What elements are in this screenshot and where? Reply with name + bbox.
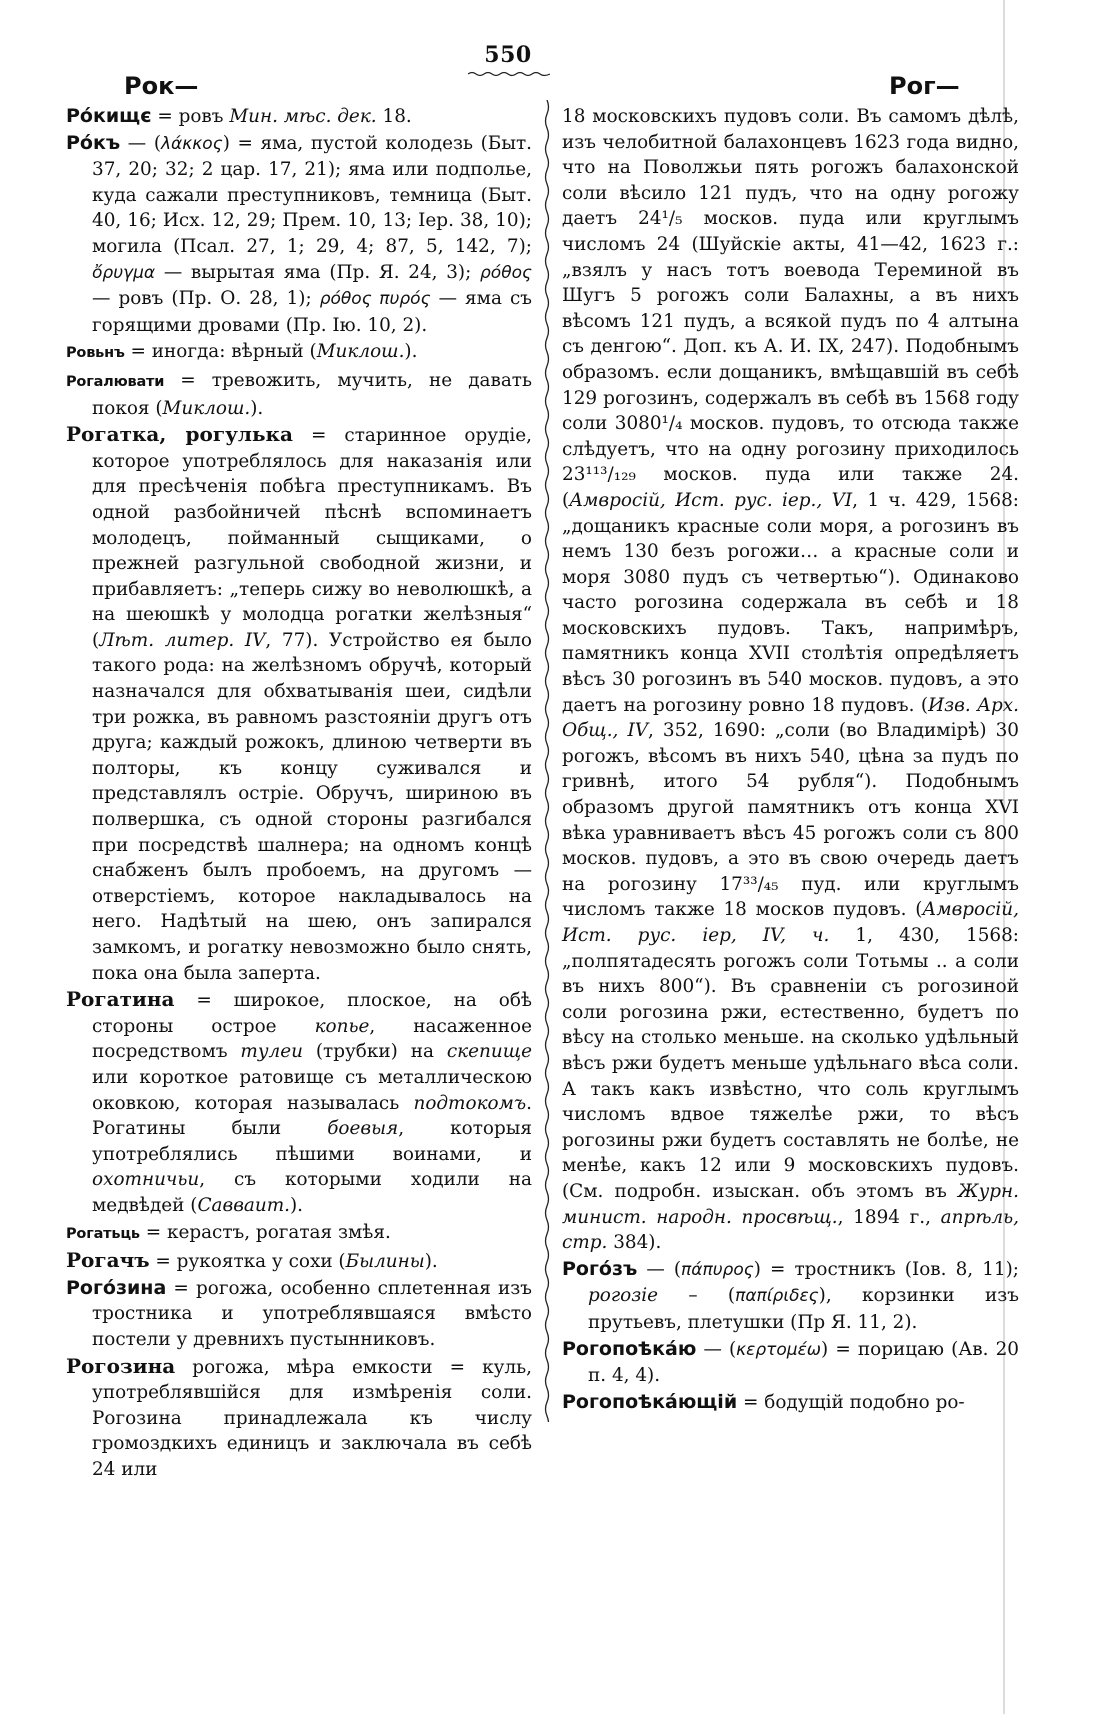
entry-text: ). [424,1251,438,1273]
italic-reference: подтокомъ [413,1092,527,1114]
greek-term: ρόθος πυρός [319,289,431,310]
dictionary-entry [66,1248,532,1275]
entry-text: ), корзинки изъ прутьевъ, плетушки (Пр Я. 11, 2). [588,1285,1019,1333]
italic-reference: Лѣт. литер. IV [99,629,266,651]
entry-text: ). [250,397,264,419]
right-column [562,104,1019,1416]
entry-text: , 1894 г., [837,1206,941,1228]
greek-term: ὄρυγμα [92,262,156,283]
italic-reference: тулеи [240,1041,303,1063]
entry-text: — ( [120,132,161,154]
dictionary-entry [66,368,532,421]
running-head-right: Рог— [889,72,960,100]
dictionary-entry [66,1354,532,1483]
entry-text: (трубки) на [302,1041,447,1063]
italic-reference: боевыя [327,1118,399,1140]
entry-text: или короткое ратовище съ металлическою оковкою, которая называлась [92,1066,532,1114]
entry-text: — вырытая яма (Пр. Я. 24, 3); [155,261,481,283]
italic-reference: Амвросій, Ист. рус. іер., VI [569,489,853,511]
dictionary-entry [562,1337,1019,1389]
italic-reference: скепище [446,1041,532,1063]
page-number: 550 [484,42,532,68]
running-head-left: Рок— [124,72,199,100]
entry-headword: Рого́зъ [562,1257,638,1280]
greek-term: πάπυρος [681,1259,754,1280]
page-number-ornament-rule [468,70,550,78]
entry-headword: Ровьнъ [66,345,125,362]
greek-term: λάκκος [161,133,223,154]
dictionary-entry [66,422,532,986]
entry-text: ) = тростникъ (Іов. 8, 11); [753,1258,1019,1280]
italic-reference: Саввaит. [197,1194,290,1216]
greek-term: κερτομέω [736,1339,822,1360]
entry-headword: Рогопоѣка́ющій [562,1390,738,1413]
entry-text: = широкое, плоское, на обѣ стороны острое [92,990,532,1037]
entry-text: = иногда: вѣрный ( [124,341,317,363]
entry-headword: Рогалювати [66,373,165,390]
entry-text: ). [290,1194,304,1216]
italic-reference: апрѣль, стр. [562,1206,1020,1254]
greek-term: παπίριδες [735,1286,819,1307]
entry-text: рогожа, мѣра емкости = куль, употреблявшійся для измѣренія соли. Рогозина принадлежала къ числу громоздкихъ единицъ и заключала въ себѣ 24 или [92,1356,532,1480]
dictionary-entry [66,339,532,367]
italic-reference: охотничьи [92,1169,200,1191]
entry-text: , съ которыми ходили на медвѣдей ( [92,1169,532,1216]
entry-headword: Рогачъ [66,1248,150,1273]
entry-text: = старинное орудіе, которое употреблялось для наказанія или для пресѣченія побѣга преступникамъ. Въ одной разбойничей пѣснѣ вспоминаетъ молодецъ, пойманный сыщиками, о прежней разгульной свободной жизни, и прибавляетъ: „теперь сижу во неволюшкѣ, а на шеюшкѣ у молодца рогатки желѣзныя“ ( [92,425,532,651]
entry-headword: Рогатина [66,987,175,1012]
entry-text: , 1 ч. 429, 1568: „дощаникъ красные соли моря, а рогозинъ въ немъ 130 безъ рогожи… а красные соли и моря 3080 пудъ съ четвертью“). Одинаково часто рогозина содержала въ себѣ и 18 московскихъ пудовъ. Такъ, напримѣръ, памятникъ конца XVII столѣтія опредѣляетъ вѣсъ 30 рогозинъ въ 540 москов. пудовъ, а это даетъ на рогозину ровно 18 пудовъ. ( [562,489,1019,716]
entry-headword: Рогопоѣка́ю [562,1337,697,1360]
entry-text: , которыя употреблялись пѣшими воинами, и [92,1118,532,1165]
entry-text: ) = порицаю (Ав. 20 п. 4, 4). [588,1338,1019,1387]
entry-text: — яма съ горящими дровами (Пр. Ію. 10, 2). [92,288,532,336]
entry-text: . Рогатины были [92,1092,532,1140]
italic-reference: Былины [345,1251,425,1273]
entry-headword: Рогатьць [66,1225,140,1242]
entry-text: = бодущій подобно ро- [737,1391,965,1413]
entry-text: — ( [637,1258,682,1280]
italic-reference: рогозіе [588,1285,659,1307]
entry-text: 1, 430, 1568: „полпятадесять рогожъ соли Тотьмы .. а соли въ нихъ 800“). Въ сравненіи съ рогозиной соли рогозина ржи, естественно, будетъ по вѣсу на столько меньше. на сколько удѣльный вѣсъ ржи будетъ меньше удѣльнаго вѣса соли. А такъ какъ извѣстно, что соль круглымъ числомъ вдвое тяжелѣе ржи, то вѣсъ рогозины ржи будетъ составлять не болѣе, не менѣе, какъ 12 или 9 московскихъ пудовъ. (См. подробн. изыскан. объ этомъ въ [562,925,1019,1202]
italic-reference: Изв. Арх. Общ., IV [562,694,1019,742]
entry-headword: Ро́кищє [66,105,152,127]
entry-headword: Рого́зина [66,1276,167,1299]
entry-text: – ( [658,1285,736,1307]
greek-term: ρόθος [480,262,532,283]
entry-headword: Рогозина [66,1353,176,1378]
entry-text: , насаженное посредствомъ [92,1015,532,1063]
dictionary-entry [66,1276,532,1353]
entry-text: 18 московскихъ пудовъ соли. Въ самомъ дѣлѣ, изъ челобитной балахонцевъ 1623 года видно, что на Поволжьи пять рогожъ балахонской соли вѣсило 121 пудъ, что на одну рогожу даетъ 24¹/₅ москов. пуда или круглымъ числомъ 24 (Шуйскіе акты, 41—42, 1623 г.: „взялъ у насъ тотъ воевода Тереминой въ Шугъ 5 рогожъ соли Балахны, а въ нихъ вѣсомъ 121 пудъ, а всякой пудъ по 4 алтына съ денгою“. Доп. къ А. И. IX, 247). Подобнымъ образомъ. если дощаникъ, вмѣщавшій въ себѣ 129 рогозинъ, содержалъ въ себѣ въ 1568 году соли 3080¹/₄ москов. пудовъ, то отсюда также слѣдуетъ, что на одну рогозину приходилось 23¹¹³/₁₂₉ москов. пуда или также 24. ( [562,106,1019,511]
dictionary-entry [66,1220,532,1248]
column-divider [540,100,554,1422]
italic-reference: Журн. минист. народн. просвѣщ. [562,1180,1019,1228]
dictionary-entry [66,987,532,1218]
entry-text: ) = яма, пустой колодезь (Быт. 37, 20; 32; 2 цар. 17, 21); яма или подполье, куда сажали преступниковъ, темница (Быт. 40, 16; Исх. 12, 29; Прем. 10, 13; Іер. 38, 10); могила (Псал. 27, 1; 29, 4; 87, 5, 142, 7); [92,132,532,257]
entry-text: = рогожа, особенно сплетенная изъ тростника и употреблявшаяся вмѣсто постели у древнихъ пустынниковъ. [92,1277,532,1350]
entry-text: — ( [696,1338,737,1360]
entry-headword: Ро́къ [66,131,121,154]
entry-text: = рукоятка у сохи ( [149,1251,346,1273]
entry-continuation [562,104,1019,1256]
entry-headword: Рогатка, рогулька [66,422,293,447]
entry-text: 18. [376,106,412,127]
entry-text: — ровъ (Пр. О. 28, 1); [92,288,320,310]
dictionary-entry [66,131,532,339]
entry-text: , 77). Устройство ея было такого рода: на желѣзномъ обручѣ, который назначался для обхватыванія шеи, сидѣли три рожка, въ равномъ разстояніи другъ отъ друга; каждый рожокъ, длиною четверти въ полторы, къ концу суживался и представлялъ остріе. Обручъ, шириною въ полвершка, съ одной стороны разгибался при посредствѣ шалнера; на одномъ концѣ снабженъ былъ пробоемъ, на другомъ — отверстіемъ, которое накладывалось на него. Надѣтый на шею, онъ запирался замкомъ, и рогатку невозможно было снять, пока она была заперта. [92,629,533,984]
entry-text: = ровъ [151,106,230,127]
dictionary-entry [562,1257,1019,1336]
entry-text: 384). [607,1232,662,1254]
left-column [66,104,532,1483]
italic-reference: копье [314,1015,370,1037]
entry-text: , 352, 1690: „соли (во Владимірѣ) 30 рогожъ, вѣсомъ въ нихъ 540, цѣна за пудъ по гривнѣ, итого 54 рубля“). Подобнымъ образомъ другой памятникъ отъ конца XVI вѣка уравниваетъ вѣсъ 45 рогожъ соли съ 800 москов. пудовъ, а это въ свою очередь даетъ на рогозину 17³³/₄₅ пуд. или круглымъ числомъ также 18 москов пудовъ. ( [562,720,1019,921]
dictionary-entry [66,104,532,130]
entry-text: ). [404,341,418,363]
entry-text: = тревожить, мучить, не давать покоя ( [92,369,532,419]
italic-reference: Амвросій, Ист. рус. іер, IV, ч. [562,899,1019,946]
italic-reference: Миклош. [316,341,405,363]
dictionary-entry [562,1390,1019,1416]
italic-reference: Миклош. [162,397,251,419]
italic-reference: Мин. мѣс. дек. [229,106,377,127]
entry-text: = керастъ, рогатая змѣя. [139,1221,391,1243]
